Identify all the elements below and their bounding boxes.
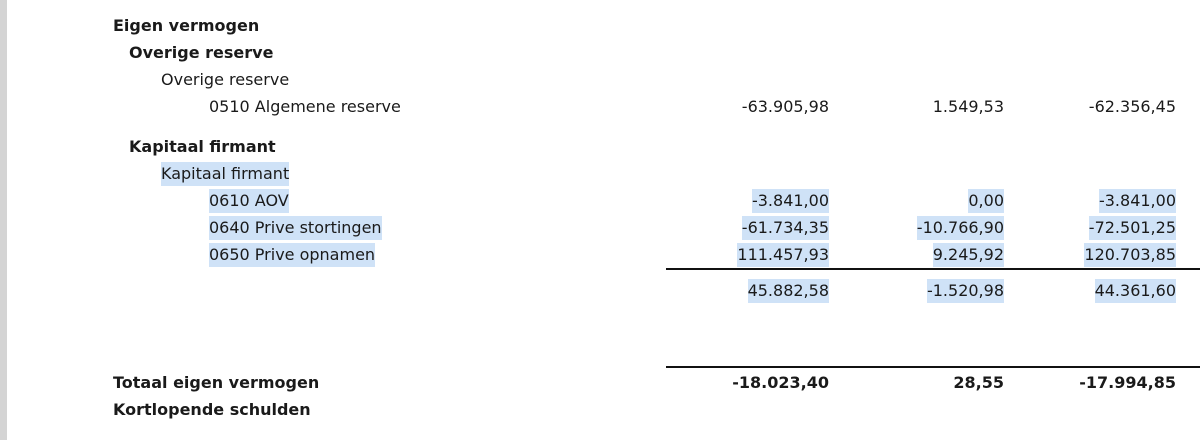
amount-col3: 120.703,85 [1084,243,1176,267]
amount-col2: 9.245,92 [933,243,1004,267]
amount-col1: 111.457,93 [737,243,829,267]
amount-col3: -62.356,45 [1088,97,1176,116]
total-col3: -17.994,85 [1079,373,1176,392]
subtotal-col3: 44.361,60 [1095,279,1176,303]
total-divider [666,366,1200,368]
amount-col1: -63.905,98 [741,97,829,116]
liabilities-heading: Kortlopende schulden [113,400,311,419]
total-col1: -18.023,40 [732,373,829,392]
account-label: 0510 Algemene reserve [209,97,401,116]
subtotal-col1: 45.882,58 [748,279,829,303]
account-label: 0650 Prive opnamen [209,243,375,267]
amount-col2: -10.766,90 [917,216,1004,240]
section-heading-kapitaal-firmant: Kapitaal firmant [129,137,276,156]
amount-col2: 1.549,53 [932,97,1004,116]
total-label: Totaal eigen vermogen [113,373,320,392]
account-label: 0640 Prive stortingen [209,216,382,240]
amount-col1: -3.841,00 [752,189,829,213]
amount-col1: -61.734,35 [742,216,829,240]
subsection-heading-kapitaal-firmant: Kapitaal firmant [161,162,289,186]
amount-col3: -3.841,00 [1099,189,1176,213]
section-heading-overige-reserve: Overige reserve [129,43,274,62]
subtotal-col2: -1.520,98 [927,279,1004,303]
equity-heading: Eigen vermogen [113,16,260,35]
amount-col3: -72.501,25 [1089,216,1176,240]
account-label: 0610 AOV [209,189,289,213]
subsection-heading-overige-reserve: Overige reserve [161,70,290,89]
subtotal-divider [666,268,1200,270]
total-col2: 28,55 [953,373,1004,392]
scrollbar-edge[interactable] [0,0,7,440]
amount-col2: 0,00 [968,189,1004,213]
